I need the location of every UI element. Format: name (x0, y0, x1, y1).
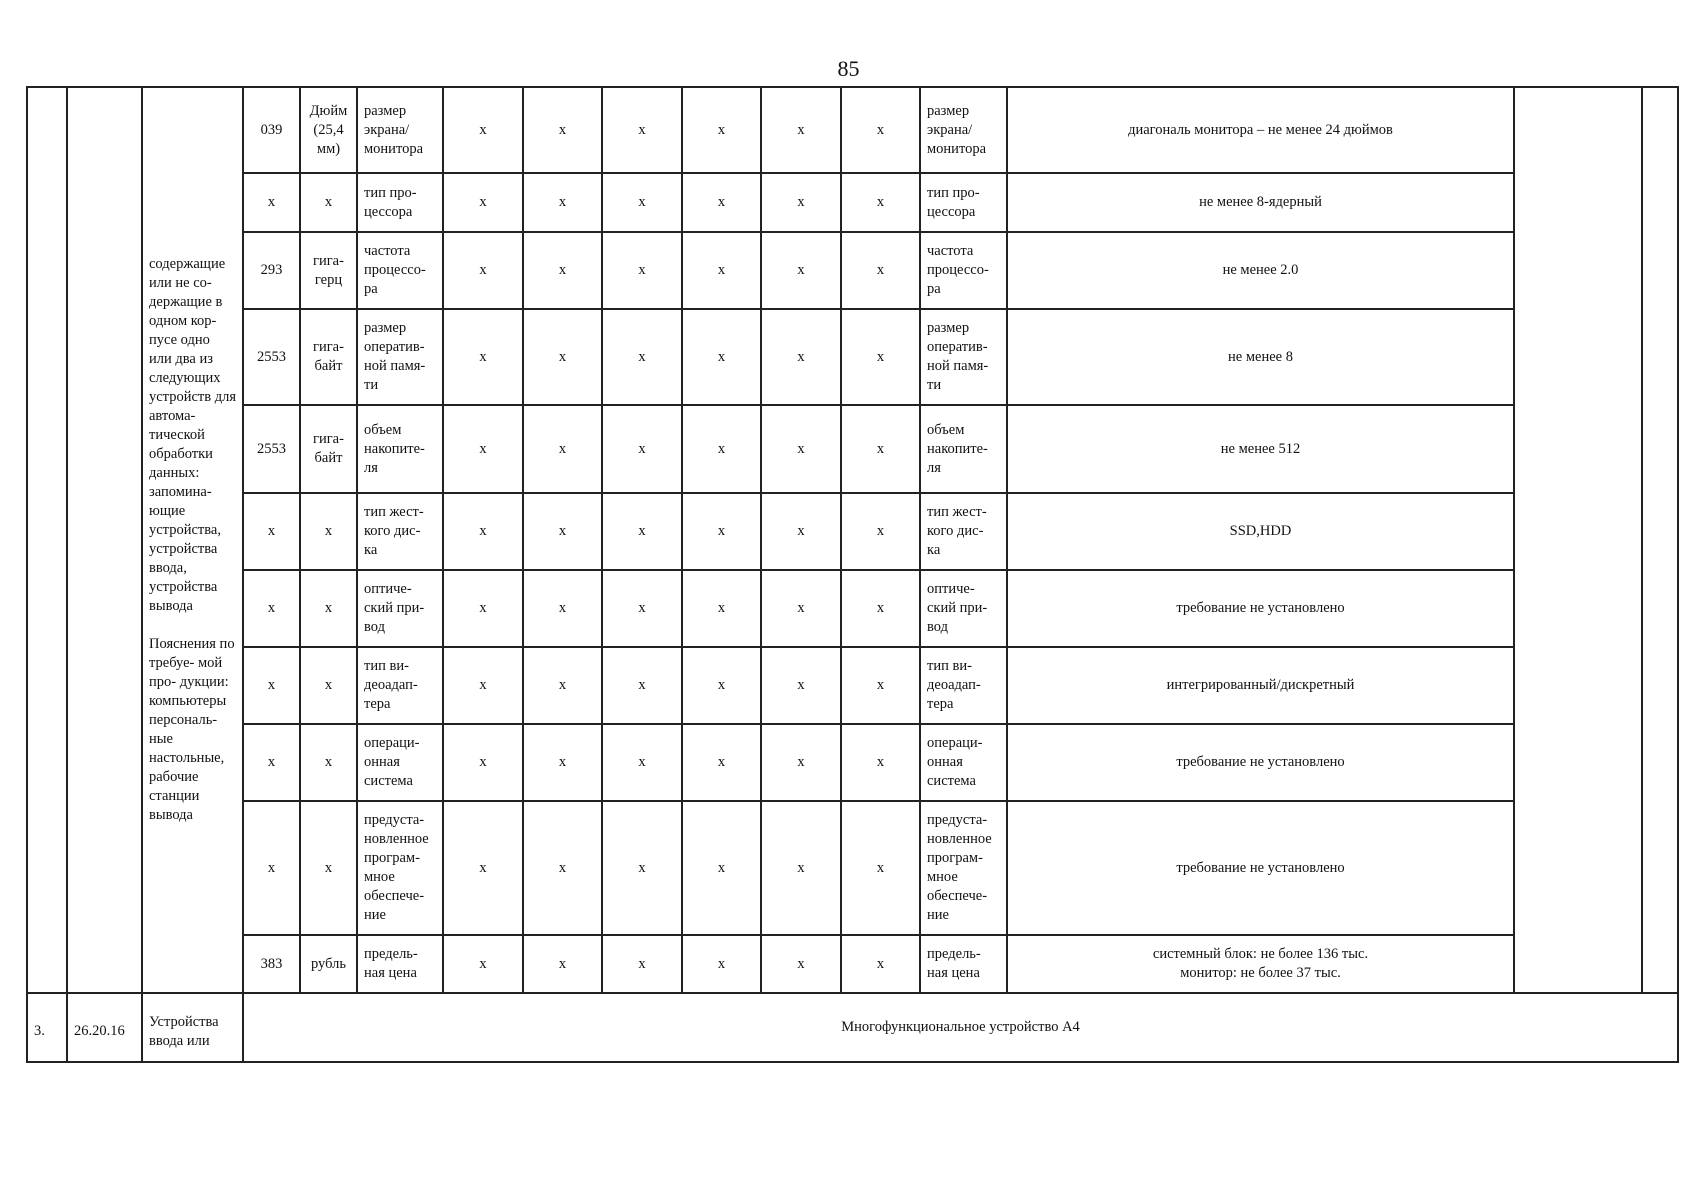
x-cell: х (443, 87, 523, 173)
table-row (27, 935, 1678, 993)
x-cell: х (602, 724, 682, 801)
okei-code-cell: х (243, 801, 300, 935)
unit-cell: гига- герц (300, 232, 357, 309)
okei-code-cell: х (243, 570, 300, 647)
x-cell: х (523, 309, 602, 405)
x-cell: х (523, 232, 602, 309)
row-number-cell: 3. (27, 993, 67, 1062)
x-cell: х (523, 493, 602, 570)
empty-cell (1642, 87, 1678, 993)
x-cell: х (602, 647, 682, 724)
x-cell: х (841, 309, 920, 405)
characteristic-name-cell-2: размер экрана/ монитора (920, 87, 1007, 173)
x-cell: х (761, 173, 841, 232)
characteristic-value-cell: не менее 512 (1007, 405, 1514, 493)
characteristic-name-cell: размер оператив- ной памя- ти (357, 309, 443, 405)
x-cell: х (682, 87, 761, 173)
unit-cell: х (300, 173, 357, 232)
x-cell: х (761, 724, 841, 801)
characteristic-value-cell: не менее 8-ядерный (1007, 173, 1514, 232)
x-cell: х (682, 309, 761, 405)
okei-code-cell: х (243, 647, 300, 724)
x-cell: х (682, 724, 761, 801)
x-cell: х (602, 493, 682, 570)
characteristic-name-cell: предуста- новленное програм- мное обеспече- ние (357, 801, 443, 935)
x-cell: х (443, 309, 523, 405)
product-description-cell (142, 87, 243, 993)
x-cell: х (682, 935, 761, 993)
x-cell: х (443, 232, 523, 309)
table-row (27, 801, 1678, 935)
price-limit-system-unit: системный блок: не более 136 тыс. (1152, 946, 1369, 962)
okei-code-cell: 293 (243, 232, 300, 309)
characteristic-name-cell-2: размер оператив- ной памя- ти (920, 309, 1007, 405)
x-cell: х (443, 570, 523, 647)
characteristic-name-cell-2: тип жест- кого дис- ка (920, 493, 1007, 570)
product-explanation-text: Пояснения по требуе- мой про- дукции: компьютеры персональ- ные настольные, рабочие станции вывода (149, 636, 235, 823)
x-cell: х (761, 570, 841, 647)
characteristic-value-cell: не менее 8 (1007, 309, 1514, 405)
characteristic-name-cell: оптиче- ский при- вод (357, 570, 443, 647)
characteristic-name-cell-2: предуста- новленное програм- мное обеспече- ние (920, 801, 1007, 935)
characteristic-name-cell: тип ви- деоадап- тера (357, 647, 443, 724)
x-cell: х (841, 232, 920, 309)
characteristic-value-cell: не менее 2.0 (1007, 232, 1514, 309)
table-row (27, 493, 1678, 570)
table-row (27, 173, 1678, 232)
table-row (27, 309, 1678, 405)
x-cell: х (841, 87, 920, 173)
x-cell: х (841, 405, 920, 493)
x-cell: х (682, 173, 761, 232)
characteristic-value-cell: требование не установлено (1007, 570, 1514, 647)
x-cell: х (841, 173, 920, 232)
x-cell: х (602, 405, 682, 493)
unit-cell: гига- байт (300, 405, 357, 493)
unit-cell: Дюйм (25,4 мм) (300, 87, 357, 173)
table-row (27, 405, 1678, 493)
x-cell: х (761, 801, 841, 935)
x-cell: х (761, 232, 841, 309)
table-row (27, 993, 1678, 1062)
table-row (27, 570, 1678, 647)
characteristic-name-cell: операци- онная система (357, 724, 443, 801)
x-cell: х (523, 570, 602, 647)
characteristic-name-cell: предель- ная цена (357, 935, 443, 993)
characteristic-value-cell: интегрированный/дискретный (1007, 647, 1514, 724)
x-cell: х (761, 647, 841, 724)
characteristic-value-cell (1007, 935, 1514, 993)
x-cell: х (523, 405, 602, 493)
x-cell: х (761, 405, 841, 493)
characteristic-name-cell: объем накопите- ля (357, 405, 443, 493)
x-cell: х (761, 493, 841, 570)
table-row (27, 232, 1678, 309)
characteristic-name-cell: частота процессо- ра (357, 232, 443, 309)
x-cell: х (682, 647, 761, 724)
unit-cell: х (300, 570, 357, 647)
x-cell: х (841, 724, 920, 801)
okei-code-cell: х (243, 493, 300, 570)
okei-code-cell: 383 (243, 935, 300, 993)
characteristic-name-cell-2: тип про- цессора (920, 173, 1007, 232)
table-row (27, 87, 1678, 173)
okpd-code-cell (67, 87, 142, 993)
characteristic-value-cell: требование не установлено (1007, 724, 1514, 801)
row-number-cell (27, 87, 67, 993)
x-cell: х (841, 493, 920, 570)
x-cell: х (602, 87, 682, 173)
okei-code-cell: х (243, 724, 300, 801)
unit-cell: рубль (300, 935, 357, 993)
unit-cell: х (300, 647, 357, 724)
x-cell: х (682, 801, 761, 935)
characteristic-name-cell-2: тип ви- деоадап- тера (920, 647, 1007, 724)
unit-cell: гига- байт (300, 309, 357, 405)
product-description-cell: Устройства ввода или (142, 993, 243, 1062)
characteristic-value-cell: SSD,HDD (1007, 493, 1514, 570)
table-row (27, 647, 1678, 724)
characteristic-name-cell: размер экрана/ монитора (357, 87, 443, 173)
characteristic-name-cell: тип про- цессора (357, 173, 443, 232)
x-cell: х (523, 801, 602, 935)
okei-code-cell: 039 (243, 87, 300, 173)
okei-code-cell: 2553 (243, 309, 300, 405)
unit-cell: х (300, 801, 357, 935)
empty-cell (1514, 87, 1642, 993)
x-cell: х (523, 173, 602, 232)
x-cell: х (602, 801, 682, 935)
x-cell: х (841, 647, 920, 724)
x-cell: х (523, 87, 602, 173)
x-cell: х (443, 405, 523, 493)
x-cell: х (682, 570, 761, 647)
x-cell: х (761, 309, 841, 405)
x-cell: х (443, 801, 523, 935)
x-cell: х (443, 173, 523, 232)
price-limit-monitor: монитор: не более 37 тыс. (1180, 965, 1341, 981)
x-cell: х (523, 647, 602, 724)
table-row (27, 724, 1678, 801)
x-cell: х (841, 801, 920, 935)
x-cell: х (602, 173, 682, 232)
characteristic-name-cell-2: предель- ная цена (920, 935, 1007, 993)
okei-code-cell: 2553 (243, 405, 300, 493)
characteristic-name-cell: тип жест- кого дис- ка (357, 493, 443, 570)
x-cell: х (602, 935, 682, 993)
x-cell: х (443, 935, 523, 993)
x-cell: х (602, 232, 682, 309)
okei-code-cell: х (243, 173, 300, 232)
unit-cell: х (300, 724, 357, 801)
characteristic-name-cell-2: объем накопите- ля (920, 405, 1007, 493)
x-cell: х (761, 935, 841, 993)
characteristic-value-cell: требование не установлено (1007, 801, 1514, 935)
page-number: 85 (837, 56, 860, 81)
x-cell: х (761, 87, 841, 173)
x-cell: х (841, 570, 920, 647)
characteristic-name-cell-2: операци- онная система (920, 724, 1007, 801)
characteristic-name-cell-2: оптиче- ский при- вод (920, 570, 1007, 647)
x-cell: х (602, 570, 682, 647)
unit-cell: х (300, 493, 357, 570)
characteristic-name-cell-2: частота процессо- ра (920, 232, 1007, 309)
x-cell: х (523, 935, 602, 993)
merged-product-cell: Многофункциональное устройство А4 (243, 993, 1678, 1062)
x-cell: х (682, 232, 761, 309)
x-cell: х (602, 309, 682, 405)
x-cell: х (443, 724, 523, 801)
x-cell: х (443, 647, 523, 724)
x-cell: х (682, 405, 761, 493)
specification-table (26, 86, 1679, 1063)
x-cell: х (443, 493, 523, 570)
okpd-code-cell: 26.20.16 (67, 993, 142, 1062)
x-cell: х (841, 935, 920, 993)
x-cell: х (523, 724, 602, 801)
product-description-text: содержащие или не со- держащие в одном кор- пусе одно или два из следующих устройств для автома- тической обработки данных: запомина- ющие устройства, устройства ввода, устройства вывода (149, 256, 236, 614)
x-cell: х (682, 493, 761, 570)
characteristic-value-cell: диагональ монитора – не менее 24 дюймов (1007, 87, 1514, 173)
